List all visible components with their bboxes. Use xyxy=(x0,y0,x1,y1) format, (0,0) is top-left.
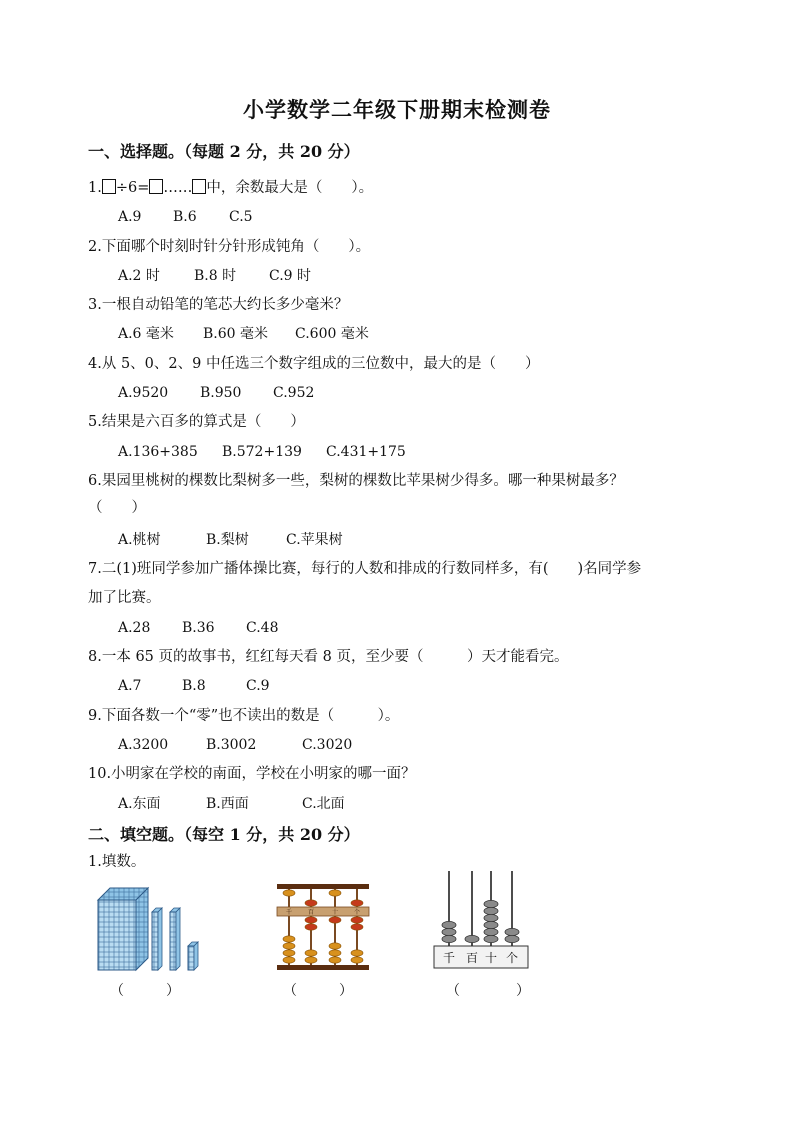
section-2-heading: 二、填空题。（每空 1 分，共 20 分） xyxy=(88,825,360,844)
question-6-continued: （ ） xyxy=(88,500,146,516)
counter-label-thousands: 千 xyxy=(442,951,456,965)
option-b: B.60 毫米 xyxy=(203,326,269,342)
question-9: 9.下面各数一个“零”也不读出的数是（ ）。 xyxy=(88,708,400,724)
option-c: C.9 时 xyxy=(269,268,312,284)
question-1-options xyxy=(118,207,253,227)
abacus-label-tens: 十 xyxy=(331,909,339,916)
option-b: B.6 xyxy=(173,209,197,225)
hundred-rod xyxy=(152,908,162,970)
question-5-options xyxy=(118,442,406,462)
hundred-rod xyxy=(170,908,180,970)
question-8-options xyxy=(118,676,270,696)
counter-label-ones: 个 xyxy=(505,951,519,965)
option-b: B.西面 xyxy=(206,796,249,812)
option-a: A.桃树 xyxy=(118,532,161,548)
option-b: B.梨树 xyxy=(206,532,249,548)
counter-label-hundreds: 百 xyxy=(465,951,479,965)
answer-blank-3: （ ） xyxy=(446,983,530,999)
question-10: 10.小明家在学校的南面，学校在小明家的哪一面？ xyxy=(88,766,416,782)
option-b: B.8 xyxy=(182,678,206,694)
option-c: C.431+175 xyxy=(326,444,406,460)
section-1-heading: 一、选择题。（每题 2 分，共 20 分） xyxy=(88,142,360,161)
abacus-figure xyxy=(275,882,371,972)
option-c: C.苹果树 xyxy=(286,532,343,548)
blank-box xyxy=(149,179,163,194)
answer-blank-2: （ ） xyxy=(283,983,353,999)
question-4-options xyxy=(118,383,314,403)
answer-blank-1: （ ） xyxy=(110,983,180,999)
abacus-label-ones: 个 xyxy=(353,909,361,916)
question-6-options xyxy=(118,530,343,550)
abacus-top-frame xyxy=(277,884,369,889)
question-4: 4.从 5、0、2、9 中任选三个数字组成的三位数中，最大的是（ ） xyxy=(88,356,540,372)
q1-text-b: …… xyxy=(163,180,193,196)
option-b: B.950 xyxy=(200,385,242,401)
fill-question-1: 1.填数。 xyxy=(88,854,146,870)
question-1 xyxy=(88,178,373,198)
option-c: C.48 xyxy=(246,620,279,636)
question-5: 5.结果是六百多的算式是（ ） xyxy=(88,414,305,430)
option-b: B.8 时 xyxy=(194,268,237,284)
option-c: C.3020 xyxy=(302,737,353,753)
option-a: A.9 xyxy=(118,209,142,225)
option-c: C.9 xyxy=(246,678,270,694)
question-2-options xyxy=(118,266,311,286)
option-a: A.28 xyxy=(118,620,151,636)
question-10-options xyxy=(118,794,345,814)
option-a: A.3200 xyxy=(118,737,169,753)
base-ten-blocks-figure xyxy=(94,882,206,974)
blank-box xyxy=(102,179,116,194)
question-3: 3.一根自动铅笔的笔芯大约长多少毫米？ xyxy=(88,297,349,313)
question-2: 2.下面哪个时刻时针分针形成钝角（ ）。 xyxy=(88,239,371,255)
question-7: 7.二(1)班同学参加广播体操比赛，每行的人数和排成的行数同样多，有( )名同学参 xyxy=(88,561,642,577)
option-c: C.5 xyxy=(229,209,253,225)
question-8: 8.一本 65 页的故事书，红红每天看 8 页，至少要（ ）天才能看完。 xyxy=(88,649,569,665)
question-3-options xyxy=(118,324,369,344)
abacus-label-hundreds: 百 xyxy=(307,909,315,916)
ten-rod xyxy=(188,942,198,970)
option-a: A.东面 xyxy=(118,796,161,812)
question-7-continued: 加了比赛。 xyxy=(88,590,161,606)
option-a: A.2 时 xyxy=(118,268,160,284)
question-6: 6.果园里桃树的棵数比梨树多一些，梨树的棵数比苹果树少得多。哪一种果树最多？ xyxy=(88,473,624,489)
option-c: C.600 毫米 xyxy=(295,326,369,342)
question-7-options xyxy=(118,618,278,638)
option-b: B.3002 xyxy=(206,737,257,753)
option-a: A.136+385 xyxy=(118,444,198,460)
option-a: A.7 xyxy=(118,678,142,694)
q1-text-a: ÷6= xyxy=(115,180,150,196)
question-9-options xyxy=(118,735,352,755)
counting-frame-figure xyxy=(432,869,532,971)
option-c: C.北面 xyxy=(302,796,345,812)
thousand-cube xyxy=(98,888,148,970)
blank-box xyxy=(192,179,206,194)
option-b: B.36 xyxy=(182,620,215,636)
page-title: 小学数学二年级下册期末检测卷 xyxy=(243,97,551,122)
q1-number: 1. xyxy=(88,180,102,196)
counter-label-tens: 十 xyxy=(484,951,498,965)
abacus-bottom-frame xyxy=(277,965,369,970)
option-c: C.952 xyxy=(273,385,315,401)
option-a: A.9520 xyxy=(118,385,169,401)
q1-text-c: 中，余数最大是（ ）。 xyxy=(206,180,374,196)
abacus-label-thousands: 千 xyxy=(285,909,293,916)
option-b: B.572+139 xyxy=(222,444,302,460)
option-a: A.6 毫米 xyxy=(118,326,174,342)
